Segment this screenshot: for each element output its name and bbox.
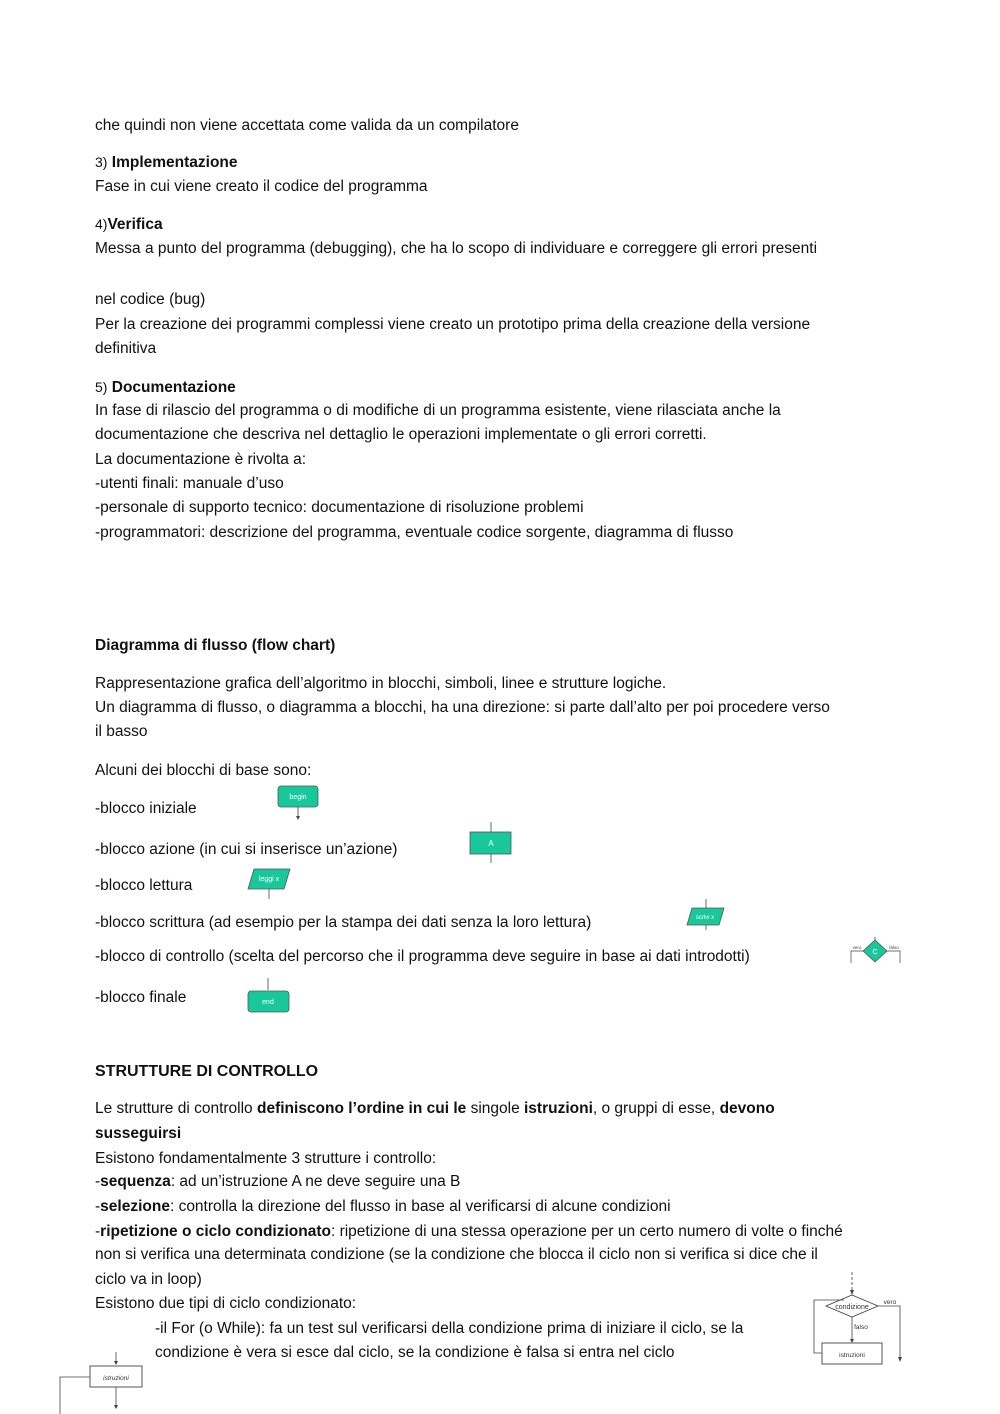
section-title: Documentazione xyxy=(111,379,236,396)
end-block-icon xyxy=(246,978,292,1014)
text-line: -il For (o While): fa un test sul verificarsi della condizione prima di iniziare il ciclo, se la xyxy=(155,1320,744,1337)
false-label: falso xyxy=(854,1324,868,1331)
begin-block-icon xyxy=(276,785,320,821)
text-line: ciclo va in loop) xyxy=(95,1271,202,1288)
end-label: end xyxy=(262,999,274,1006)
text-line: nel codice (bug) xyxy=(95,291,206,308)
text-line: In fase di rilascio del programma o di modifiche di un programma esistente, viene rilasciata anche la xyxy=(95,402,781,419)
list-item: -blocco iniziale xyxy=(95,800,197,817)
list-item: -blocco azione (in cui si inserisce un’azione) xyxy=(95,841,398,858)
control-label: C xyxy=(872,949,878,956)
text-line: definitiva xyxy=(95,340,157,357)
text-span: : ripetizione di una stessa operazione per un certo numero di volte o finché xyxy=(330,1223,843,1240)
read-block-icon xyxy=(246,866,292,900)
text-span: : ad un’istruzione A ne deve seguire una B xyxy=(170,1173,461,1190)
text-line: che quindi non viene accettata come valida da un compilatore xyxy=(95,117,519,134)
text-span: sequenza xyxy=(100,1173,171,1190)
write-block-icon xyxy=(686,899,726,931)
text-span: - xyxy=(95,1173,101,1190)
flowchart-heading: Diagramma di flusso (flow chart) xyxy=(95,637,336,654)
text-line: susseguirsi xyxy=(95,1125,182,1142)
text-line: -utenti finali: manuale d’uso xyxy=(95,475,284,492)
list-item xyxy=(95,1170,460,1194)
true-label: vero xyxy=(883,1299,897,1306)
text-span: istruzioni xyxy=(524,1100,593,1117)
text-line: Messa a punto del programma (debugging), che ha lo scopo di individuare e correggere gli errori presenti xyxy=(95,240,818,257)
text-line: -programmatori: descrizione del programma, eventuale codice sorgente, diagramma di flusso xyxy=(95,524,734,541)
text-line: Esistono due tipi di ciclo condizionato: xyxy=(95,1295,357,1312)
text-line: condizione è vera si esce dal ciclo, se la condizione è falsa si entra nel ciclo xyxy=(155,1344,675,1361)
text-line: Esistono fondamentalmente 3 strutture i controllo: xyxy=(95,1150,437,1167)
list-item: -blocco di controllo (scelta del percorso che il programma deve seguire in base ai dati introdotti) xyxy=(95,948,750,965)
condition-label: condizione xyxy=(835,1304,869,1311)
section-number: 4) xyxy=(95,216,108,232)
text-span: - xyxy=(95,1198,101,1215)
section-number: 5) xyxy=(95,379,108,395)
list-item: -blocco scrittura (ad esempio per la stampa dei dati senza la loro lettura) xyxy=(95,914,592,931)
text-line: Un diagramma di flusso, o diagramma a blocchi, ha una direzione: si parte dall’alto per poi procedere verso xyxy=(95,699,830,716)
list-item: -blocco finale xyxy=(95,989,187,1006)
text-span: , o gruppi di esse, xyxy=(592,1100,720,1117)
instructions-label: istruzioni xyxy=(103,1375,129,1382)
begin-label: begin xyxy=(289,794,307,801)
control-block-icon xyxy=(848,937,904,967)
section-3-heading xyxy=(95,150,238,175)
text-span: - xyxy=(95,1223,101,1240)
text-line: Fase in cui viene creato il codice del programma xyxy=(95,178,428,195)
text-line: non si verifica una determinata condizione (se la condizione che blocca il ciclo non si verifica si dice che il xyxy=(95,1246,818,1263)
text-line: -personale di supporto tecnico: documentazione di risoluzione problemi xyxy=(95,499,584,516)
read-label: leggi x xyxy=(258,876,280,883)
write-label: scrivi x xyxy=(695,915,715,921)
text-span: selezione xyxy=(100,1198,170,1215)
section-title: Verifica xyxy=(107,216,163,233)
section-5-heading xyxy=(95,375,236,400)
section-4-heading xyxy=(95,212,163,237)
do-while-diagram-icon xyxy=(56,1352,148,1414)
text-span: Le strutture di controllo xyxy=(95,1100,257,1117)
instructions-label: istruzioni xyxy=(839,1352,865,1359)
section-title: Implementazione xyxy=(111,154,238,171)
text-line: documentazione che descriva nel dettaglio le operazioni implementate o gli errori corretti. xyxy=(95,426,707,443)
text-line: Rappresentazione grafica dell’algoritmo in blocchi, simboli, linee e strutture logiche. xyxy=(95,675,667,692)
action-block-icon xyxy=(468,822,514,864)
text-line: La documentazione è rivolta a: xyxy=(95,451,307,468)
for-loop-diagram-icon xyxy=(800,1270,910,1370)
action-label: A xyxy=(488,839,494,848)
section-number: 3) xyxy=(95,154,108,170)
text-span: definiscono l’ordine in cui le xyxy=(256,1100,467,1117)
text-line: Alcuni dei blocchi di base sono: xyxy=(95,762,312,779)
text-line: il basso xyxy=(95,723,148,740)
text-line: Per la creazione dei programmi complessi viene creato un prototipo prima della creazione della versione xyxy=(95,316,811,333)
control-heading: STRUTTURE DI CONTROLLO xyxy=(95,1063,319,1080)
text-span: ripetizione o ciclo condizionato xyxy=(100,1223,331,1240)
text-span: : controlla la direzione del flusso in base al verificarsi di alcune condizioni xyxy=(169,1198,671,1215)
paragraph xyxy=(95,1097,775,1121)
control-false-label: falso xyxy=(889,945,899,950)
list-item xyxy=(95,1220,843,1244)
list-item: -blocco lettura xyxy=(95,877,193,894)
list-item xyxy=(95,1195,671,1219)
text-span: devono xyxy=(719,1100,775,1117)
text-span: singole xyxy=(466,1100,524,1117)
control-true-label: vero xyxy=(852,945,862,950)
